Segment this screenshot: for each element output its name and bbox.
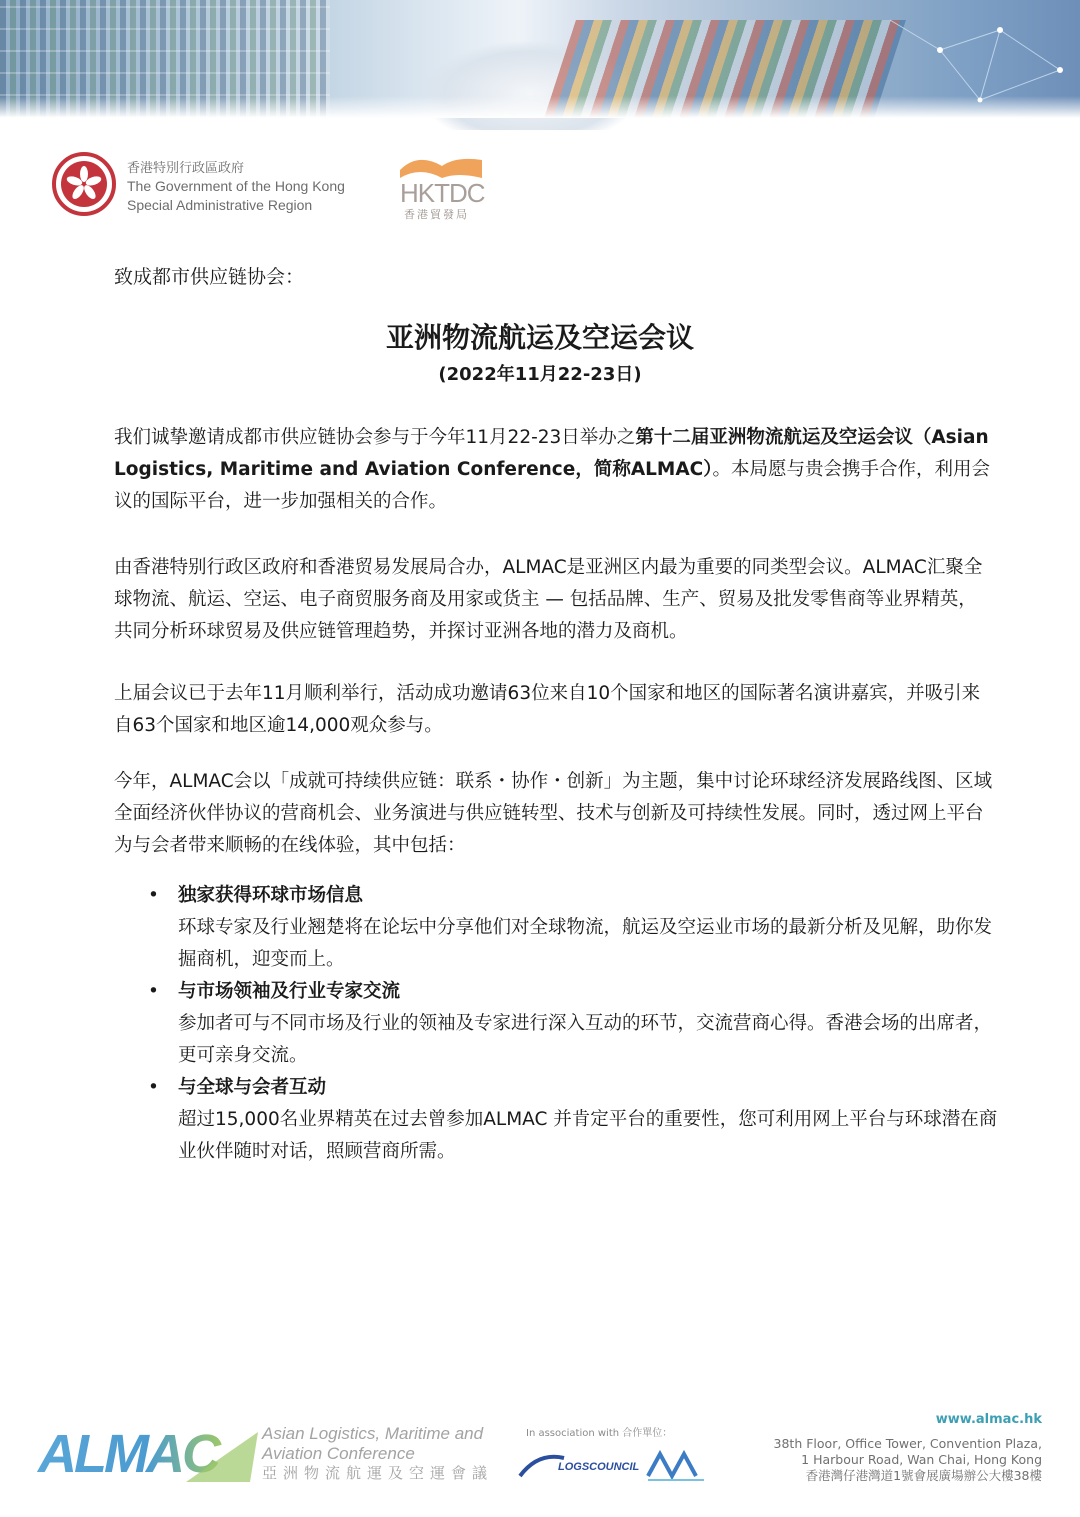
invitation-text-a: 我们诚挚邀请成都市供应链协会参与于今年11月22-23日举办之 [114, 427, 636, 448]
gov-name-zh: 香港特別行政區政府 [127, 160, 245, 175]
almac-logo [36, 1420, 261, 1490]
marine-authority-logo [644, 1446, 710, 1486]
address-line-3: 香港灣仔港灣道1號會展廣場辦公大樓38樓 [805, 1468, 1042, 1483]
banner-fade [0, 96, 1080, 118]
conference-date: (2022年11月22-23日) [438, 364, 642, 385]
address-line-2: 1 Harbour Road, Wan Chai, Hong Kong [801, 1452, 1042, 1467]
invitation-text-c: 。本局愿与贵会携手合作，利用会议的国际平台，进一步加强相关的合作。 [114, 459, 991, 512]
list-item-body: 超过15,000名业界精英在过去曾参加ALMAC 并肯定平台的重要性，您可利用网上平台与环球潜在商业伙伴随时对话，照顾营商所需。 [178, 1109, 998, 1162]
gov-name-en-line2: Special Administrative Region [127, 197, 313, 213]
bullet-dot: • [148, 885, 159, 906]
list-item-title: 独家获得环球市场信息 [178, 885, 364, 906]
website-link[interactable]: www.almac.hk [935, 1412, 1042, 1427]
hktdc-logo [398, 152, 484, 224]
conf-name-en-1: Asian Logistics, Maritime and [262, 1424, 484, 1443]
hktdc-zh: 香港貿發局 [404, 208, 469, 221]
list-item-body: 环球专家及行业翘楚将在论坛中分享他们对全球物流，航运及空运业市场的最新分析及见解，助你发掘商机，迎变而上。 [178, 917, 993, 970]
bullet-dot: • [148, 1077, 159, 1098]
salutation: 致成都市供应链协会： [114, 266, 305, 288]
list-item [148, 880, 998, 976]
list-item-title: 与全球与会者互动 [178, 1077, 327, 1098]
header-banner [0, 0, 1080, 118]
address-line-1: 38th Floor, Office Tower, Convention Plaza, [773, 1436, 1042, 1451]
list-item-body: 参加者可与不同市场及行业的领袖及专家进行深入互动的环节，交流营商心得。香港会场的出席者，更可亲身交流。 [178, 1013, 993, 1066]
paragraph-about: 由香港特别行政区政府和香港贸易发展局合办，ALMAC是亚洲区内最为重要的同类型会议。ALMAC汇聚全球物流、航运、空运、电子商贸服务商及用家或货主 — 包括品牌、生产、贸易及批发零售商等业界精英，共同分析环球贸易及供应链管理趋势，并探讨亚洲各地的潜力及商机。 [114, 557, 983, 642]
hktdc-mark: HKTDC [400, 178, 485, 208]
list-item-title: 与市场领袖及行业专家交流 [178, 981, 401, 1002]
conference-name-footer [262, 1424, 493, 1484]
almac-wordmark: ALMAC [38, 1424, 218, 1484]
paragraph-last-edition: 上届会议已于去年11月顺利举行，活动成功邀请63位来自10个国家和地区的国际著名演讲嘉宾，并吸引来自63个国家和地区逾14,000观众参与。 [114, 683, 981, 736]
footer-address [774, 1412, 1042, 1484]
page-title: 亚洲物流航运及空运会议 [385, 321, 694, 354]
association-label: In association with 合作單位： [526, 1428, 673, 1439]
logscouncil-wordmark: LOGSCOUNCIL [558, 1461, 640, 1473]
conference-name-bold: 第十二届亚洲物流航运及空运会议（Asian Logistics, Maritime and Aviation Conference，简称ALMAC） [114, 427, 989, 480]
list-item [148, 976, 998, 1072]
gov-name-en-line1: The Government of the Hong Kong [127, 178, 345, 194]
conf-name-en-2: Aviation Conference [262, 1444, 415, 1463]
benefit-list [148, 880, 998, 1168]
list-item [148, 1072, 998, 1168]
paragraph-theme: 今年，ALMAC会以「成就可持续供应链：联系・协作・创新」为主题，集中讨论环球经济发展路线图、区域全面经济伙伴协议的营商机会、业务演进与供应链转型、技术与创新及可持续性发展。同时，透过网上平台为与会者带来顺畅的在线体验，其中包括： [114, 771, 993, 856]
hksar-emblem-icon [52, 152, 116, 216]
conf-name-zh: 亞洲物流航運及空運會議 [262, 1465, 494, 1482]
paragraph-invitation [114, 422, 994, 518]
logscouncil-logo [518, 1446, 640, 1486]
bullet-dot: • [148, 981, 159, 1002]
government-name [127, 158, 345, 215]
